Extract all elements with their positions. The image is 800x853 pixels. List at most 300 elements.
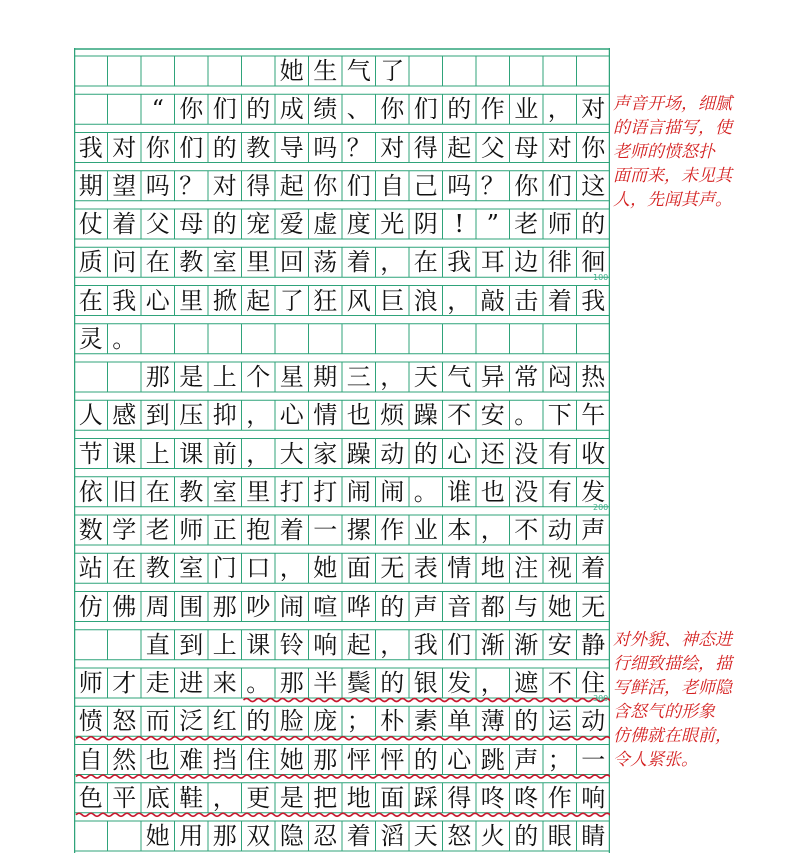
essay-char: 没 xyxy=(514,439,539,468)
essay-char: 绩 xyxy=(313,95,338,124)
essay-char: 起 xyxy=(346,630,371,659)
essay-char: 教 xyxy=(179,477,204,506)
essay-char: 无 xyxy=(581,592,606,621)
essay-char: 灵 xyxy=(78,324,103,353)
essay-char: 母 xyxy=(179,210,204,238)
essay-char: 安 xyxy=(480,401,505,430)
essay-char: 是 xyxy=(179,363,204,391)
essay-char: 感 xyxy=(112,401,137,430)
essay-char: 作 xyxy=(380,516,405,544)
essay-char: ” xyxy=(486,210,499,238)
essay-char: 的 xyxy=(514,707,539,736)
essay-char: 。 xyxy=(246,669,271,697)
essay-char: 对 xyxy=(212,171,237,200)
essay-char: 地 xyxy=(346,783,371,812)
essay-char: 动 xyxy=(380,439,405,468)
essay-char: 吗 xyxy=(447,171,472,200)
essay-char: 师 xyxy=(547,210,572,238)
essay-char: 怦 xyxy=(346,745,371,774)
essay-char: 们 xyxy=(179,133,204,162)
essay-char: 的 xyxy=(413,745,438,774)
essay-char: 的 xyxy=(246,95,271,124)
essay-char: 直 xyxy=(145,630,170,659)
essay-char: 掀 xyxy=(212,286,237,315)
essay-char: 那 xyxy=(279,669,304,697)
essay-char: 自 xyxy=(78,745,103,774)
essay-char: 了 xyxy=(279,286,304,315)
essay-char: 。 xyxy=(413,477,438,506)
essay-char: 对 xyxy=(380,133,405,162)
essay-char: 火 xyxy=(480,822,505,850)
essay-char: 父 xyxy=(145,210,170,238)
essay-char: 她 xyxy=(145,822,170,850)
essay-char: 心 xyxy=(279,401,304,430)
essay-char: 你 xyxy=(380,95,405,124)
essay-char: 怒 xyxy=(112,707,137,736)
essay-char: 耳 xyxy=(480,248,505,277)
essay-char: 气 xyxy=(447,363,472,391)
essay-char: 师 xyxy=(78,669,103,697)
essay-char: 师 xyxy=(179,516,204,544)
essay-char: 们 xyxy=(212,95,237,124)
essay-char: ？ xyxy=(179,171,204,200)
essay-char: 着 xyxy=(581,554,606,583)
essay-char: 到 xyxy=(145,401,170,430)
essay-char: 她 xyxy=(313,554,338,583)
essay-char: 下 xyxy=(547,401,572,430)
word-count-marker: 200 xyxy=(593,502,609,512)
essay-char: 银 xyxy=(413,669,438,697)
essay-char: 仗 xyxy=(78,210,103,238)
essay-char: 注 xyxy=(514,554,539,583)
essay-char: 正 xyxy=(212,516,237,544)
essay-char: 她 xyxy=(279,745,304,774)
essay-char: 收 xyxy=(581,439,606,468)
essay-char: 那 xyxy=(212,592,237,621)
essay-char: 常 xyxy=(514,363,539,391)
essay-char: 声 xyxy=(413,592,438,621)
essay-char: 们 xyxy=(413,95,438,124)
essay-char: 更 xyxy=(246,783,271,812)
note-appearance: 对外貌、神态进 行细致描绘，描 写鲜活，老师隐 含怒气的形象 仿佛就在眼前， 令人紧张。 xyxy=(613,629,732,770)
essay-char: 父 xyxy=(480,133,505,162)
essay-char: 你 xyxy=(514,171,539,200)
essay-char: ， xyxy=(447,286,472,315)
essay-char: 仿 xyxy=(78,592,103,621)
essay-char: 口 xyxy=(246,554,271,583)
essay-char: 天 xyxy=(413,822,438,850)
essay-char: ， xyxy=(279,554,304,583)
essay-char: 谁 xyxy=(447,477,472,506)
essay-char: 遮 xyxy=(514,669,539,697)
essay-char: 着 xyxy=(279,516,304,544)
essay-char: 用 xyxy=(179,822,204,850)
essay-char: 业 xyxy=(413,516,438,544)
essay-char: 午 xyxy=(581,401,606,430)
essay-char: 难 xyxy=(179,745,204,774)
essay-char: 面 xyxy=(346,554,371,583)
essay-char: 着 xyxy=(112,210,137,238)
essay-char: 吵 xyxy=(246,592,271,621)
essay-char: 得 xyxy=(246,171,271,200)
essay-char: 闹 xyxy=(380,477,405,506)
essay-char: 期 xyxy=(78,171,103,200)
wavy-underline xyxy=(244,699,611,702)
essay-char: 老 xyxy=(145,516,170,544)
essay-char: 宠 xyxy=(246,210,271,238)
essay-char: 你 xyxy=(145,133,170,162)
essay-char: 的 xyxy=(514,822,539,850)
essay-char: 在 xyxy=(78,286,103,315)
essay-char: 。 xyxy=(112,324,137,353)
essay-char: 起 xyxy=(246,286,271,315)
essay-char: 咚 xyxy=(480,783,505,812)
essay-char: 本 xyxy=(447,516,472,544)
essay-char: 心 xyxy=(145,286,170,315)
essay-char: 度 xyxy=(346,210,371,238)
essay-char: 心 xyxy=(447,439,472,468)
essay-char: 我 xyxy=(581,286,606,315)
essay-char: 室 xyxy=(179,554,204,583)
essay-char: 也 xyxy=(480,477,505,506)
essay-char: 鞋 xyxy=(179,783,204,812)
essay-char: 的 xyxy=(246,707,271,736)
essay-char: 个 xyxy=(246,363,271,391)
essay-char: 忍 xyxy=(313,822,338,850)
essay-char: 哗 xyxy=(346,592,371,621)
essay-char: 老 xyxy=(514,210,539,238)
essay-char: 双 xyxy=(246,822,271,850)
essay-char: 数 xyxy=(78,516,103,544)
essay-char: 音 xyxy=(447,592,472,621)
essay-char: 教 xyxy=(179,248,204,277)
essay-char: ， xyxy=(380,363,405,391)
essay-char: 异 xyxy=(480,363,505,391)
essay-char: 单 xyxy=(447,707,472,736)
essay-char: 压 xyxy=(179,401,204,430)
essay-char: 业 xyxy=(514,95,539,124)
essay-char: 阴 xyxy=(413,210,438,238)
essay-char: 泛 xyxy=(179,707,204,736)
essay-char: 室 xyxy=(212,477,237,506)
essay-char: 运 xyxy=(547,707,572,736)
essay-char: 她 xyxy=(279,57,304,85)
essay-char: 回 xyxy=(279,248,304,277)
essay-char: 们 xyxy=(346,171,371,200)
essay-char: 滔 xyxy=(380,822,405,850)
essay-char: 起 xyxy=(447,133,472,162)
essay-char: 我 xyxy=(413,630,438,659)
essay-char: 眼 xyxy=(547,822,572,850)
wavy-underline xyxy=(76,775,610,778)
essay-char: ， xyxy=(380,248,405,277)
essay-char: 我 xyxy=(78,133,103,162)
essay-char: 情 xyxy=(447,554,472,583)
essay-char: 渐 xyxy=(480,630,505,659)
essay-char: 着 xyxy=(346,822,371,850)
essay-char: 闷 xyxy=(547,363,572,391)
essay-char: 然 xyxy=(112,745,137,774)
essay-char: 前 xyxy=(212,439,237,468)
essay-char: 们 xyxy=(447,630,472,659)
essay-char: 怦 xyxy=(380,745,405,774)
essay-char: 吗 xyxy=(313,133,338,162)
essay-char: 围 xyxy=(179,592,204,621)
essay-char: 边 xyxy=(514,248,539,277)
essay-char: 到 xyxy=(179,630,204,659)
essay-char: 都 xyxy=(480,592,505,621)
essay-char: 徘 xyxy=(547,248,572,277)
essay-char: 己 xyxy=(413,171,438,200)
essay-char: 声 xyxy=(581,516,606,544)
essay-char: 睛 xyxy=(581,822,606,850)
essay-char: 风 xyxy=(346,286,371,315)
essay-char: 你 xyxy=(581,133,606,162)
essay-char: 巨 xyxy=(380,286,405,315)
essay-char: 里 xyxy=(246,248,271,277)
essay-char: 门 xyxy=(212,554,237,583)
essay-char: 教 xyxy=(145,554,170,583)
essay-char: 、 xyxy=(346,95,371,124)
essay-char: 而 xyxy=(145,707,170,736)
essay-char: 我 xyxy=(112,286,137,315)
essay-char: 没 xyxy=(514,477,539,506)
essay-char: 咚 xyxy=(514,783,539,812)
essay-char: 望 xyxy=(112,171,137,200)
essay-char: 躁 xyxy=(346,439,371,468)
essay-char: 来 xyxy=(212,669,237,697)
essay-char: 着 xyxy=(547,286,572,315)
essay-char: 作 xyxy=(480,95,505,124)
essay-char: 色 xyxy=(78,783,103,812)
essay-char: ； xyxy=(547,745,572,774)
essay-char: 得 xyxy=(413,133,438,162)
essay-char: 的 xyxy=(380,592,405,621)
essay-char: ， xyxy=(246,401,271,430)
essay-char: 虚 xyxy=(313,210,338,238)
essay-char: 发 xyxy=(447,669,472,697)
essay-char: 的 xyxy=(380,669,405,697)
essay-char: 上 xyxy=(212,630,237,659)
essay-char: 静 xyxy=(581,630,606,659)
essay-char: 三 xyxy=(346,363,371,391)
essay-char: 期 xyxy=(313,363,338,391)
essay-char: 打 xyxy=(279,477,304,506)
essay-char: 教 xyxy=(246,133,271,162)
essay-char: 对 xyxy=(112,133,137,162)
essay-char: 声 xyxy=(514,745,539,774)
essay-char: 对 xyxy=(547,133,572,162)
essay-char: 进 xyxy=(179,669,204,697)
essay-char: 佛 xyxy=(112,592,137,621)
essay-char: 与 xyxy=(514,592,539,621)
essay-char: 抱 xyxy=(246,516,271,544)
essay-char: ， xyxy=(547,95,572,124)
essay-char: 安 xyxy=(547,630,572,659)
essay-char: 响 xyxy=(313,630,338,659)
essay-char: 家 xyxy=(313,439,338,468)
essay-char: 那 xyxy=(212,822,237,850)
essay-char: 视 xyxy=(547,554,572,583)
essay-char: 那 xyxy=(313,745,338,774)
essay-char: 的 xyxy=(581,210,606,238)
essay-char: 荡 xyxy=(313,248,338,277)
essay-char: 闹 xyxy=(346,477,371,506)
essay-char: 走 xyxy=(145,669,170,697)
essay-char: 有 xyxy=(547,439,572,468)
essay-char: 光 xyxy=(380,210,405,238)
essay-char: 渐 xyxy=(514,630,539,659)
essay-char: 心 xyxy=(447,745,472,774)
essay-char: ， xyxy=(380,630,405,659)
essay-char: 隐 xyxy=(279,822,304,850)
essay-char: 踩 xyxy=(413,783,438,812)
essay-char: 课 xyxy=(179,439,204,468)
essay-char: 在 xyxy=(145,248,170,277)
essay-char: 上 xyxy=(145,439,170,468)
essay-char: 生 xyxy=(313,57,338,85)
essay-char: 那 xyxy=(145,363,170,391)
essay-char: ？ xyxy=(480,171,505,200)
essay-char: 里 xyxy=(246,477,271,506)
essay-char: 的 xyxy=(212,210,237,238)
essay-char: 学 xyxy=(112,516,137,544)
essay-char: 课 xyxy=(112,439,137,468)
essay-char: 里 xyxy=(179,286,204,315)
essay-char: 打 xyxy=(313,477,338,506)
essay-char: 站 xyxy=(78,554,103,583)
essay-char: ， xyxy=(480,516,505,544)
essay-char: 无 xyxy=(380,554,405,583)
essay-char: 在 xyxy=(145,477,170,506)
essay-char: 素 xyxy=(413,707,438,736)
essay-char: ! xyxy=(454,210,465,238)
essay-char: 爱 xyxy=(279,210,304,238)
essay-char: 人 xyxy=(78,401,103,430)
essay-char: 是 xyxy=(279,783,304,812)
essay-char: 吗 xyxy=(145,171,170,200)
essay-char: 朴 xyxy=(380,707,405,736)
essay-char: 动 xyxy=(547,516,572,544)
word-count-marker: 100 xyxy=(593,273,609,283)
essay-char: 住 xyxy=(581,669,606,697)
essay-char: ； xyxy=(346,707,371,736)
essay-char: 铃 xyxy=(279,630,304,659)
essay-paper xyxy=(74,48,610,853)
essay-char: 导 xyxy=(279,133,304,162)
essay-char: 把 xyxy=(313,783,338,812)
essay-char: 击 xyxy=(514,286,539,315)
essay-char: ， xyxy=(246,439,271,468)
essay-char: 周 xyxy=(145,592,170,621)
essay-char: 们 xyxy=(547,171,572,200)
essay-char: 烦 xyxy=(380,401,405,430)
essay-char: 平 xyxy=(112,783,137,812)
essay-char: 一 xyxy=(313,516,338,544)
essay-char: 这 xyxy=(581,171,606,200)
essay-char: 成 xyxy=(279,95,304,124)
essay-char: 作 xyxy=(547,783,572,812)
essay-char: 上 xyxy=(212,363,237,391)
essay-char: 敲 xyxy=(480,286,505,315)
essay-char: 浪 xyxy=(413,286,438,315)
essay-char: 情 xyxy=(313,401,338,430)
essay-char: 鬓 xyxy=(346,669,371,697)
essay-char: 着 xyxy=(346,248,371,277)
essay-char: 愤 xyxy=(78,707,103,736)
essay-char: 怒 xyxy=(447,822,472,850)
essay-char: 节 xyxy=(78,439,103,468)
essay-char: 的 xyxy=(447,95,472,124)
essay-char: 有 xyxy=(547,477,572,506)
essay-char: 一 xyxy=(581,745,606,774)
essay-char: ？ xyxy=(346,133,371,162)
essay-char: 大 xyxy=(279,439,304,468)
essay-char: 跳 xyxy=(480,745,505,774)
essay-char: 挡 xyxy=(212,745,237,774)
essay-char: 在 xyxy=(413,248,438,277)
essay-char: 课 xyxy=(246,630,271,659)
essay-char: 我 xyxy=(447,248,472,277)
essay-char: 依 xyxy=(78,477,103,506)
essay-char: 气 xyxy=(346,57,371,85)
essay-char: 躁 xyxy=(413,401,438,430)
essay-char: 也 xyxy=(346,401,371,430)
essay-char: 在 xyxy=(112,554,137,583)
essay-char: 的 xyxy=(212,133,237,162)
essay-char: 响 xyxy=(581,783,606,812)
essay-char: 的 xyxy=(413,439,438,468)
essay-char: 狂 xyxy=(313,286,338,315)
essay-char: 还 xyxy=(480,439,505,468)
note-voice: 声音开场，细腻 的语言描写，使 老师的愤怒扑 面而来，未见其 人，先闻其声。 xyxy=(613,94,732,211)
essay-char: 才 xyxy=(112,669,137,697)
wavy-underline xyxy=(76,737,610,740)
essay-char: 了 xyxy=(380,57,405,85)
essay-char: 发 xyxy=(581,477,606,506)
wavy-underline xyxy=(76,813,610,816)
essay-char: 质 xyxy=(78,248,103,277)
essay-char: 面 xyxy=(380,783,405,812)
essay-char: 不 xyxy=(514,516,539,544)
essay-char: 喧 xyxy=(313,592,338,621)
essay-char: 室 xyxy=(212,248,237,277)
essay-char: 不 xyxy=(547,669,572,697)
essay-char: 起 xyxy=(279,171,304,200)
essay-char: 庞 xyxy=(313,707,338,736)
essay-char: 底 xyxy=(145,783,170,812)
essay-char: 你 xyxy=(313,171,338,200)
essay-char: 徊 xyxy=(581,248,606,277)
essay-char: 表 xyxy=(413,554,438,583)
essay-char: 摞 xyxy=(346,516,371,544)
essay-char: 。 xyxy=(514,401,539,430)
essay-char: 你 xyxy=(179,95,204,124)
essay-char: 也 xyxy=(145,745,170,774)
essay-char: 星 xyxy=(279,363,304,391)
essay-char: 热 xyxy=(581,363,606,391)
essay-char: 薄 xyxy=(480,707,505,736)
essay-char: 问 xyxy=(112,248,137,277)
essay-char: “ xyxy=(151,95,164,124)
essay-char: 动 xyxy=(581,707,606,736)
essay-char: 红 xyxy=(212,707,237,736)
essay-char: 脸 xyxy=(279,707,304,736)
essay-char: ， xyxy=(212,783,237,812)
essay-char: 地 xyxy=(480,554,505,583)
essay-char: 天 xyxy=(413,363,438,391)
essay-char: ， xyxy=(480,669,505,697)
